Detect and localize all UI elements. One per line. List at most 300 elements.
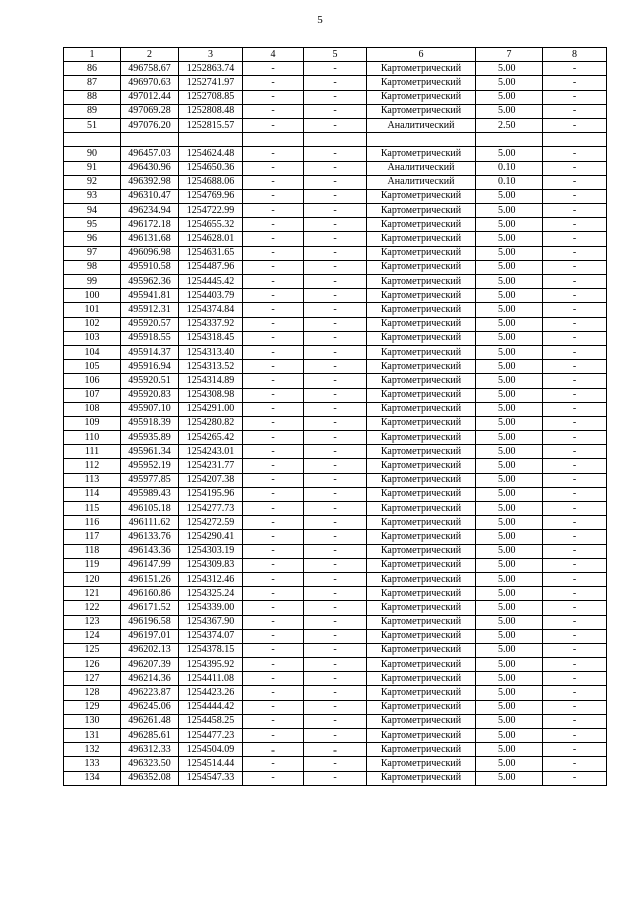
table-cell: 5.00 bbox=[476, 643, 543, 657]
table-cell: 1254514.44 bbox=[179, 757, 243, 771]
table-row bbox=[64, 232, 607, 246]
table-cell: 496430.96 bbox=[121, 161, 179, 175]
table-cell: - bbox=[304, 345, 367, 359]
table-cell: - bbox=[543, 416, 607, 430]
table-row bbox=[64, 658, 607, 672]
table-cell: 1254303.19 bbox=[179, 544, 243, 558]
table-row bbox=[64, 629, 607, 643]
table-cell: 125 bbox=[64, 643, 121, 657]
table-cell: 131 bbox=[64, 729, 121, 743]
table-body bbox=[64, 62, 607, 786]
table-cell: Картометрический bbox=[367, 331, 476, 345]
table-cell: Картометрический bbox=[367, 643, 476, 657]
table-cell: Картометрический bbox=[367, 572, 476, 586]
table-cell: - bbox=[243, 289, 304, 303]
table-cell: - bbox=[543, 175, 607, 189]
table-cell: - bbox=[304, 601, 367, 615]
table-cell: 100 bbox=[64, 289, 121, 303]
table-cell: 5.00 bbox=[476, 204, 543, 218]
table-cell: 496352.08 bbox=[121, 771, 179, 785]
table-cell: 495920.57 bbox=[121, 317, 179, 331]
table-cell: - bbox=[243, 317, 304, 331]
table-cell: - bbox=[304, 771, 367, 785]
table-cell: Картометрический bbox=[367, 218, 476, 232]
table-row bbox=[64, 104, 607, 118]
table-cell: - bbox=[304, 204, 367, 218]
table-cell: - bbox=[243, 360, 304, 374]
table-cell: 1254313.52 bbox=[179, 360, 243, 374]
table-cell: - bbox=[243, 104, 304, 118]
table-cell: 496147.99 bbox=[121, 558, 179, 572]
table-cell: 5.00 bbox=[476, 260, 543, 274]
table-row bbox=[64, 175, 607, 189]
table-cell: 120 bbox=[64, 572, 121, 586]
table-cell: - bbox=[304, 90, 367, 104]
table-cell: 123 bbox=[64, 615, 121, 629]
table-cell: 1252708.85 bbox=[179, 90, 243, 104]
table-row bbox=[64, 601, 607, 615]
table-cell: 5.00 bbox=[476, 388, 543, 402]
table-cell: - bbox=[543, 629, 607, 643]
table-row bbox=[64, 76, 607, 90]
table-cell: 119 bbox=[64, 558, 121, 572]
table-cell: - bbox=[304, 587, 367, 601]
table-cell: Картометрический bbox=[367, 76, 476, 90]
table-row bbox=[64, 757, 607, 771]
table-cell: 89 bbox=[64, 104, 121, 118]
table-cell: 5.00 bbox=[476, 431, 543, 445]
table-cell: 1254314.89 bbox=[179, 374, 243, 388]
table-cell: - bbox=[304, 544, 367, 558]
table-cell: - bbox=[304, 558, 367, 572]
table-cell: 495941.81 bbox=[121, 289, 179, 303]
table-cell: Картометрический bbox=[367, 714, 476, 728]
table-cell: - bbox=[304, 502, 367, 516]
table-row bbox=[64, 133, 607, 147]
table-cell: 51 bbox=[64, 118, 121, 132]
table-cell: 5.00 bbox=[476, 147, 543, 161]
table-row bbox=[64, 459, 607, 473]
table-cell: Картометрический bbox=[367, 587, 476, 601]
table-cell: 5.00 bbox=[476, 331, 543, 345]
table-cell: - bbox=[243, 374, 304, 388]
table-cell: - bbox=[304, 658, 367, 672]
table-cell: - bbox=[304, 331, 367, 345]
table-cell: 134 bbox=[64, 771, 121, 785]
table-cell: - bbox=[304, 572, 367, 586]
table-cell: 124 bbox=[64, 629, 121, 643]
table-cell: 1254477.23 bbox=[179, 729, 243, 743]
table-cell: - bbox=[304, 530, 367, 544]
table-cell: 122 bbox=[64, 601, 121, 615]
table-cell: Картометрический bbox=[367, 473, 476, 487]
table-cell: 1254378.15 bbox=[179, 643, 243, 657]
table-cell: - bbox=[543, 275, 607, 289]
table-cell: 496214.36 bbox=[121, 672, 179, 686]
table-cell: 1254722.99 bbox=[179, 204, 243, 218]
table-cell: - bbox=[543, 714, 607, 728]
table-cell: 495912.31 bbox=[121, 303, 179, 317]
table-cell: - bbox=[243, 686, 304, 700]
table-cell: 5.00 bbox=[476, 416, 543, 430]
table-cell: 496151.26 bbox=[121, 572, 179, 586]
table-cell: 97 bbox=[64, 246, 121, 260]
table-cell: 92 bbox=[64, 175, 121, 189]
table-cell: - bbox=[543, 587, 607, 601]
table-row bbox=[64, 487, 607, 501]
table-cell: - bbox=[543, 445, 607, 459]
table-cell: 1252815.57 bbox=[179, 118, 243, 132]
table-cell: 496323.50 bbox=[121, 757, 179, 771]
table-cell: Картометрический bbox=[367, 445, 476, 459]
table-cell: 1254395.92 bbox=[179, 658, 243, 672]
table-cell: - bbox=[243, 275, 304, 289]
table-cell: Картометрический bbox=[367, 487, 476, 501]
table-cell: - bbox=[243, 62, 304, 76]
table-row bbox=[64, 473, 607, 487]
table-cell: 5.00 bbox=[476, 104, 543, 118]
column-header: 7 bbox=[476, 48, 543, 62]
table-cell: - bbox=[243, 643, 304, 657]
table-cell: 1254769.96 bbox=[179, 189, 243, 203]
table-cell: 495910.58 bbox=[121, 260, 179, 274]
table-cell: 496172.18 bbox=[121, 218, 179, 232]
table-row bbox=[64, 615, 607, 629]
table-cell: 1254650.36 bbox=[179, 161, 243, 175]
table-cell: - bbox=[304, 445, 367, 459]
table-header-row bbox=[64, 48, 607, 62]
table-cell: - bbox=[543, 615, 607, 629]
table-cell: 495914.37 bbox=[121, 345, 179, 359]
table-cell: Картометрический bbox=[367, 360, 476, 374]
table-cell: 496133.76 bbox=[121, 530, 179, 544]
table-cell: 104 bbox=[64, 345, 121, 359]
table-row bbox=[64, 672, 607, 686]
table-cell: 5.00 bbox=[476, 317, 543, 331]
table-cell bbox=[304, 133, 367, 147]
table-cell: Аналитический bbox=[367, 161, 476, 175]
table-cell: 106 bbox=[64, 374, 121, 388]
table-cell: - bbox=[543, 487, 607, 501]
table-cell: - bbox=[543, 76, 607, 90]
table-cell: - bbox=[304, 629, 367, 643]
table-cell: 5.00 bbox=[476, 275, 543, 289]
table-cell: - bbox=[304, 729, 367, 743]
table-cell: 1254631.65 bbox=[179, 246, 243, 260]
table-cell: - bbox=[243, 757, 304, 771]
table-cell: 1254628.01 bbox=[179, 232, 243, 246]
table-cell bbox=[179, 133, 243, 147]
table-cell: Картометрический bbox=[367, 658, 476, 672]
table-cell: Картометрический bbox=[367, 459, 476, 473]
table-cell: 1254309.83 bbox=[179, 558, 243, 572]
table-cell: Картометрический bbox=[367, 147, 476, 161]
table-cell: 495918.39 bbox=[121, 416, 179, 430]
table-cell: Картометрический bbox=[367, 544, 476, 558]
table-cell: 93 bbox=[64, 189, 121, 203]
table-cell: - bbox=[243, 572, 304, 586]
table-cell: - bbox=[243, 743, 304, 757]
table-row bbox=[64, 331, 607, 345]
table-cell: - bbox=[243, 473, 304, 487]
table-cell: - bbox=[304, 743, 367, 757]
table-cell bbox=[476, 133, 543, 147]
table-cell: - bbox=[304, 672, 367, 686]
table-cell: - bbox=[243, 658, 304, 672]
table-cell: Картометрический bbox=[367, 558, 476, 572]
table-cell: - bbox=[243, 516, 304, 530]
table-cell: Картометрический bbox=[367, 757, 476, 771]
table-cell: - bbox=[243, 303, 304, 317]
table-cell: 99 bbox=[64, 275, 121, 289]
table-cell: - bbox=[304, 218, 367, 232]
table-cell: 1254374.07 bbox=[179, 629, 243, 643]
table-cell: - bbox=[304, 275, 367, 289]
table-cell: - bbox=[543, 189, 607, 203]
table-cell: - bbox=[543, 147, 607, 161]
table-cell: - bbox=[243, 204, 304, 218]
table-cell: - bbox=[304, 714, 367, 728]
table-cell: 5.00 bbox=[476, 459, 543, 473]
table-cell: - bbox=[543, 757, 607, 771]
table-cell: - bbox=[243, 76, 304, 90]
table-cell: 496970.63 bbox=[121, 76, 179, 90]
table-cell: 1254411.08 bbox=[179, 672, 243, 686]
table-cell: 1254290.41 bbox=[179, 530, 243, 544]
table-cell: - bbox=[543, 686, 607, 700]
table-cell: 5.00 bbox=[476, 189, 543, 203]
table-cell: - bbox=[243, 331, 304, 345]
table-cell: Аналитический bbox=[367, 118, 476, 132]
table-cell: - bbox=[543, 658, 607, 672]
table-row bbox=[64, 544, 607, 558]
table-cell: - bbox=[543, 672, 607, 686]
table-cell: 5.00 bbox=[476, 62, 543, 76]
table-cell: - bbox=[543, 303, 607, 317]
table-cell: 110 bbox=[64, 431, 121, 445]
table-cell: - bbox=[304, 615, 367, 629]
table-cell: Картометрический bbox=[367, 289, 476, 303]
table-cell: 101 bbox=[64, 303, 121, 317]
table-cell: - bbox=[543, 743, 607, 757]
table-cell: 496171.52 bbox=[121, 601, 179, 615]
table-cell: 495989.43 bbox=[121, 487, 179, 501]
table-cell: 1254312.46 bbox=[179, 572, 243, 586]
table-row bbox=[64, 345, 607, 359]
table-cell: 1254337.92 bbox=[179, 317, 243, 331]
table-cell: 90 bbox=[64, 147, 121, 161]
table-cell: - bbox=[243, 445, 304, 459]
table-cell: - bbox=[243, 402, 304, 416]
table-cell: 96 bbox=[64, 232, 121, 246]
table-cell: 5.00 bbox=[476, 686, 543, 700]
table-row bbox=[64, 714, 607, 728]
table-cell: Картометрический bbox=[367, 232, 476, 246]
table-cell: - bbox=[304, 487, 367, 501]
table-cell: 496131.68 bbox=[121, 232, 179, 246]
table-row bbox=[64, 558, 607, 572]
table-row bbox=[64, 516, 607, 530]
table-cell: 495920.51 bbox=[121, 374, 179, 388]
table-cell: - bbox=[543, 374, 607, 388]
table-row bbox=[64, 303, 607, 317]
table-cell: 1254504.09 bbox=[179, 743, 243, 757]
table-cell: - bbox=[304, 700, 367, 714]
table-cell: Картометрический bbox=[367, 303, 476, 317]
table-cell: 1254403.79 bbox=[179, 289, 243, 303]
table-cell: 496392.98 bbox=[121, 175, 179, 189]
table-row bbox=[64, 686, 607, 700]
table-cell: 1254243.01 bbox=[179, 445, 243, 459]
table-row bbox=[64, 374, 607, 388]
table-cell: 2.50 bbox=[476, 118, 543, 132]
table-cell: - bbox=[543, 161, 607, 175]
table-cell: 1254291.00 bbox=[179, 402, 243, 416]
table-cell: - bbox=[543, 118, 607, 132]
table-cell: - bbox=[304, 516, 367, 530]
table-cell: 496196.58 bbox=[121, 615, 179, 629]
table-cell: - bbox=[543, 402, 607, 416]
table-cell: 495907.10 bbox=[121, 402, 179, 416]
table-cell: 495977.85 bbox=[121, 473, 179, 487]
table-cell: 5.00 bbox=[476, 360, 543, 374]
table-cell: - bbox=[304, 643, 367, 657]
table-cell: - bbox=[243, 118, 304, 132]
table-row bbox=[64, 118, 607, 132]
table-cell: - bbox=[304, 104, 367, 118]
table-cell: Аналитический bbox=[367, 175, 476, 189]
table-cell: 496096.98 bbox=[121, 246, 179, 260]
table-cell: 5.00 bbox=[476, 487, 543, 501]
table-cell: 111 bbox=[64, 445, 121, 459]
table-cell: 495918.55 bbox=[121, 331, 179, 345]
table-cell: - bbox=[543, 643, 607, 657]
table-cell: 113 bbox=[64, 473, 121, 487]
table-cell: 5.00 bbox=[476, 473, 543, 487]
table-cell: 495961.34 bbox=[121, 445, 179, 459]
table-cell: 496234.94 bbox=[121, 204, 179, 218]
table-cell: 114 bbox=[64, 487, 121, 501]
table-cell: - bbox=[243, 431, 304, 445]
table-cell: 495935.89 bbox=[121, 431, 179, 445]
table-cell: 5.00 bbox=[476, 90, 543, 104]
table-cell: 496245.06 bbox=[121, 700, 179, 714]
table-cell: - bbox=[243, 90, 304, 104]
table-cell: 5.00 bbox=[476, 714, 543, 728]
table-cell: Картометрический bbox=[367, 743, 476, 757]
table-cell: Картометрический bbox=[367, 402, 476, 416]
table-cell: 5.00 bbox=[476, 729, 543, 743]
table-cell: - bbox=[243, 189, 304, 203]
table-cell: 1254195.96 bbox=[179, 487, 243, 501]
table-cell: 1254313.40 bbox=[179, 345, 243, 359]
table-row bbox=[64, 275, 607, 289]
table-cell: 112 bbox=[64, 459, 121, 473]
table-cell: 94 bbox=[64, 204, 121, 218]
table-row bbox=[64, 431, 607, 445]
table-cell: - bbox=[304, 402, 367, 416]
table-row bbox=[64, 289, 607, 303]
table-cell: 1254688.06 bbox=[179, 175, 243, 189]
table-cell: 5.00 bbox=[476, 218, 543, 232]
table-cell: - bbox=[304, 317, 367, 331]
table-cell: 1254487.96 bbox=[179, 260, 243, 274]
table-cell: - bbox=[543, 572, 607, 586]
coordinates-table bbox=[63, 47, 607, 786]
table-cell: Картометрический bbox=[367, 530, 476, 544]
table-cell: Картометрический bbox=[367, 771, 476, 785]
table-cell: - bbox=[304, 161, 367, 175]
table-cell: 495962.36 bbox=[121, 275, 179, 289]
table-cell: 1254272.59 bbox=[179, 516, 243, 530]
table-cell: 0.10 bbox=[476, 161, 543, 175]
table-cell: - bbox=[543, 232, 607, 246]
table-row bbox=[64, 402, 607, 416]
table-cell: - bbox=[243, 345, 304, 359]
table-cell: Картометрический bbox=[367, 502, 476, 516]
table-cell: - bbox=[543, 218, 607, 232]
table-cell: - bbox=[243, 629, 304, 643]
table-cell: - bbox=[543, 360, 607, 374]
table-row bbox=[64, 643, 607, 657]
table-cell: - bbox=[243, 714, 304, 728]
table-cell: 1254207.38 bbox=[179, 473, 243, 487]
table-cell: 1254231.77 bbox=[179, 459, 243, 473]
table-row bbox=[64, 246, 607, 260]
table-cell: - bbox=[243, 615, 304, 629]
table-cell: - bbox=[543, 260, 607, 274]
table-cell: - bbox=[543, 388, 607, 402]
table-row bbox=[64, 161, 607, 175]
table-cell: - bbox=[243, 175, 304, 189]
table-cell: Картометрический bbox=[367, 388, 476, 402]
table-cell: 1254325.24 bbox=[179, 587, 243, 601]
table-cell: 116 bbox=[64, 516, 121, 530]
table-cell: - bbox=[543, 700, 607, 714]
table-cell: 121 bbox=[64, 587, 121, 601]
column-header: 1 bbox=[64, 48, 121, 62]
column-header: 2 bbox=[121, 48, 179, 62]
table-cell: - bbox=[304, 147, 367, 161]
table-row bbox=[64, 388, 607, 402]
table-cell: - bbox=[243, 544, 304, 558]
table-cell: - bbox=[543, 345, 607, 359]
table-cell: 496202.13 bbox=[121, 643, 179, 657]
table-row bbox=[64, 360, 607, 374]
table-cell: 132 bbox=[64, 743, 121, 757]
table-cell: 86 bbox=[64, 62, 121, 76]
table-cell: 117 bbox=[64, 530, 121, 544]
table-cell: - bbox=[243, 218, 304, 232]
table-cell: Картометрический bbox=[367, 629, 476, 643]
table-cell: - bbox=[243, 459, 304, 473]
table-cell: - bbox=[304, 431, 367, 445]
table-cell: Картометрический bbox=[367, 431, 476, 445]
table-row bbox=[64, 416, 607, 430]
table-cell: 5.00 bbox=[476, 289, 543, 303]
table-cell: - bbox=[543, 729, 607, 743]
table-cell: 5.00 bbox=[476, 743, 543, 757]
table-cell: 1252863.74 bbox=[179, 62, 243, 76]
table-row bbox=[64, 530, 607, 544]
table-cell: - bbox=[543, 204, 607, 218]
table-row bbox=[64, 587, 607, 601]
table-cell: 1254655.32 bbox=[179, 218, 243, 232]
table-cell: Картометрический bbox=[367, 601, 476, 615]
table-cell: - bbox=[243, 246, 304, 260]
table-cell: - bbox=[304, 246, 367, 260]
table-cell: 5.00 bbox=[476, 700, 543, 714]
